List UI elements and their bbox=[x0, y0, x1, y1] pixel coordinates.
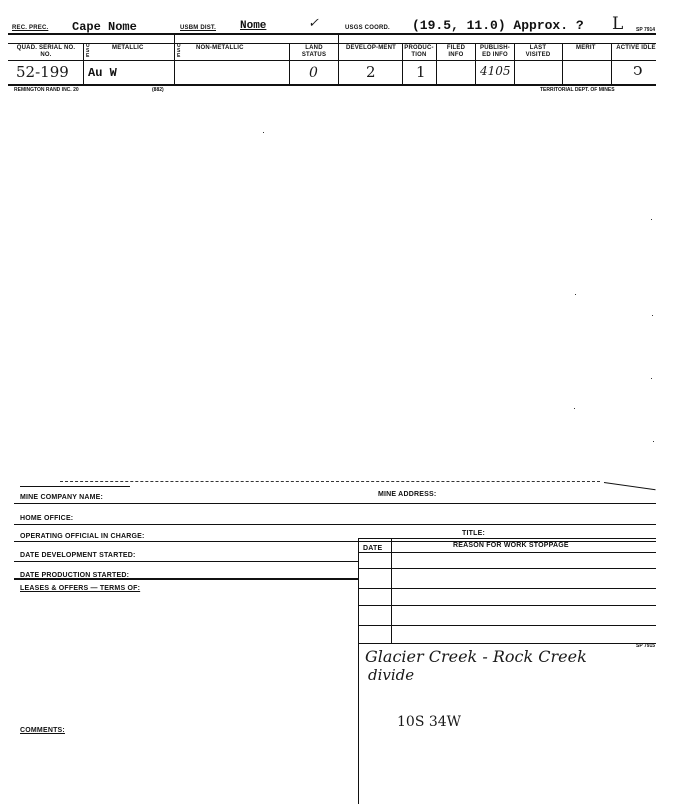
header-merit: MERIT bbox=[576, 45, 596, 51]
reason-column-label: REASON FOR WORK STOPPAGE bbox=[453, 542, 569, 549]
col-divider bbox=[289, 43, 290, 84]
handwritten-township: 10S 34W bbox=[397, 714, 462, 730]
header-production: PRODUC-TION bbox=[404, 45, 434, 58]
operating-official-label: OPERATING OFFICIAL IN CHARGE: bbox=[20, 533, 145, 540]
quad-serial-value: 52-199 bbox=[16, 63, 69, 81]
form-number: SP 7914 bbox=[636, 27, 656, 33]
header-use-nonmetallic: U S E bbox=[177, 43, 181, 59]
rule bbox=[14, 524, 656, 525]
date-column-label: DATE bbox=[363, 545, 383, 552]
card-top-rule bbox=[20, 486, 130, 487]
header-metallic: METALLIC bbox=[112, 45, 144, 51]
col-divider bbox=[562, 43, 563, 84]
rule bbox=[358, 538, 656, 539]
rec-prec-value: Cape Nome bbox=[72, 20, 137, 34]
leases-offers-label: LEASES & OFFERS — TERMS OF: bbox=[20, 585, 141, 592]
usbm-dist-value: Nome bbox=[240, 20, 267, 32]
header-use-metallic: U S E bbox=[86, 43, 90, 59]
row-rule bbox=[8, 60, 656, 61]
date-column-divider bbox=[391, 538, 392, 644]
header-development: DEVELOP-MENT bbox=[345, 45, 397, 51]
active-idle-value: ↄ bbox=[633, 60, 643, 80]
check-mark: ✓ bbox=[308, 16, 319, 31]
published-info-value: 4105 bbox=[480, 64, 511, 78]
scan-speck bbox=[651, 378, 652, 379]
rule bbox=[14, 561, 358, 562]
stoppage-row-rule bbox=[358, 625, 656, 626]
date-development-label: DATE DEVELOPMENT STARTED: bbox=[20, 552, 136, 559]
handwritten-location-line2: divide bbox=[368, 666, 415, 684]
stoppage-row-rule bbox=[358, 588, 656, 589]
date-production-label: DATE PRODUCTION STARTED: bbox=[20, 572, 130, 579]
scan-speck bbox=[575, 294, 576, 295]
footer-mid-text: (882) bbox=[152, 87, 164, 93]
rule bbox=[358, 552, 656, 553]
scan-speck bbox=[651, 219, 652, 220]
scan-speck bbox=[263, 132, 264, 133]
header-published-info: PUBLISH-ED INFO bbox=[480, 45, 510, 58]
col-divider bbox=[514, 43, 515, 84]
usgs-coord-value: (19.5, 11.0) Approx. ? bbox=[412, 18, 584, 33]
col-divider bbox=[611, 43, 612, 84]
footer-left-text: REMINGTON RAND INC. 20 bbox=[14, 87, 79, 93]
main-vertical-divider bbox=[358, 538, 359, 804]
bottom-rule bbox=[8, 84, 656, 86]
footer-right-text: TERRITORIAL DEPT. OF MINES bbox=[540, 87, 615, 93]
col-divider bbox=[338, 33, 339, 84]
rec-prec-label: REC. PREC. bbox=[12, 25, 49, 31]
header-land-status: LAND STATUS bbox=[301, 45, 327, 58]
col-divider bbox=[475, 43, 476, 84]
form-number: SP 7915 bbox=[636, 643, 656, 649]
mine-address-label: MINE ADDRESS: bbox=[378, 491, 437, 498]
metallic-value: Au W bbox=[88, 66, 117, 80]
stoppage-row-rule bbox=[358, 605, 656, 606]
stoppage-row-rule bbox=[358, 568, 656, 569]
stoppage-row-rule bbox=[358, 643, 656, 644]
production-value: 1 bbox=[416, 63, 426, 81]
development-value: 2 bbox=[366, 63, 376, 81]
col-divider bbox=[402, 43, 403, 84]
rule bbox=[14, 503, 656, 504]
rule bbox=[14, 578, 358, 580]
comments-label: COMMENTS: bbox=[20, 727, 65, 734]
corner-mark: L bbox=[612, 14, 624, 34]
scan-speck bbox=[653, 441, 654, 442]
scan-speck bbox=[652, 315, 653, 316]
usgs-coord-label: USGS COORD. bbox=[345, 25, 390, 31]
home-office-label: HOME OFFICE: bbox=[20, 515, 74, 522]
usbm-dist-label: USBM DIST. bbox=[180, 25, 217, 31]
header-last-visited: LAST VISITED bbox=[525, 45, 551, 58]
header-filed-info: FILED INFO bbox=[446, 45, 466, 58]
mine-company-name-label: MINE COMPANY NAME: bbox=[20, 494, 104, 501]
header-rule bbox=[8, 43, 656, 44]
col-divider bbox=[174, 33, 175, 84]
card-top-rule bbox=[60, 481, 600, 482]
header-quad-serial: QUAD. SERIAL NO. NO. bbox=[16, 45, 76, 58]
header-non-metallic: NON-METALLIC bbox=[196, 45, 244, 51]
torn-corner-rule bbox=[604, 482, 656, 490]
land-status-value: 0 bbox=[309, 65, 318, 81]
col-divider bbox=[83, 43, 84, 84]
title-label: TITLE: bbox=[462, 530, 485, 537]
handwritten-location-line1: Glacier Creek - Rock Creek bbox=[365, 647, 587, 666]
col-divider bbox=[436, 43, 437, 84]
scan-speck bbox=[574, 408, 575, 409]
header-active-idle: ACTIVE IDLE bbox=[616, 45, 656, 51]
